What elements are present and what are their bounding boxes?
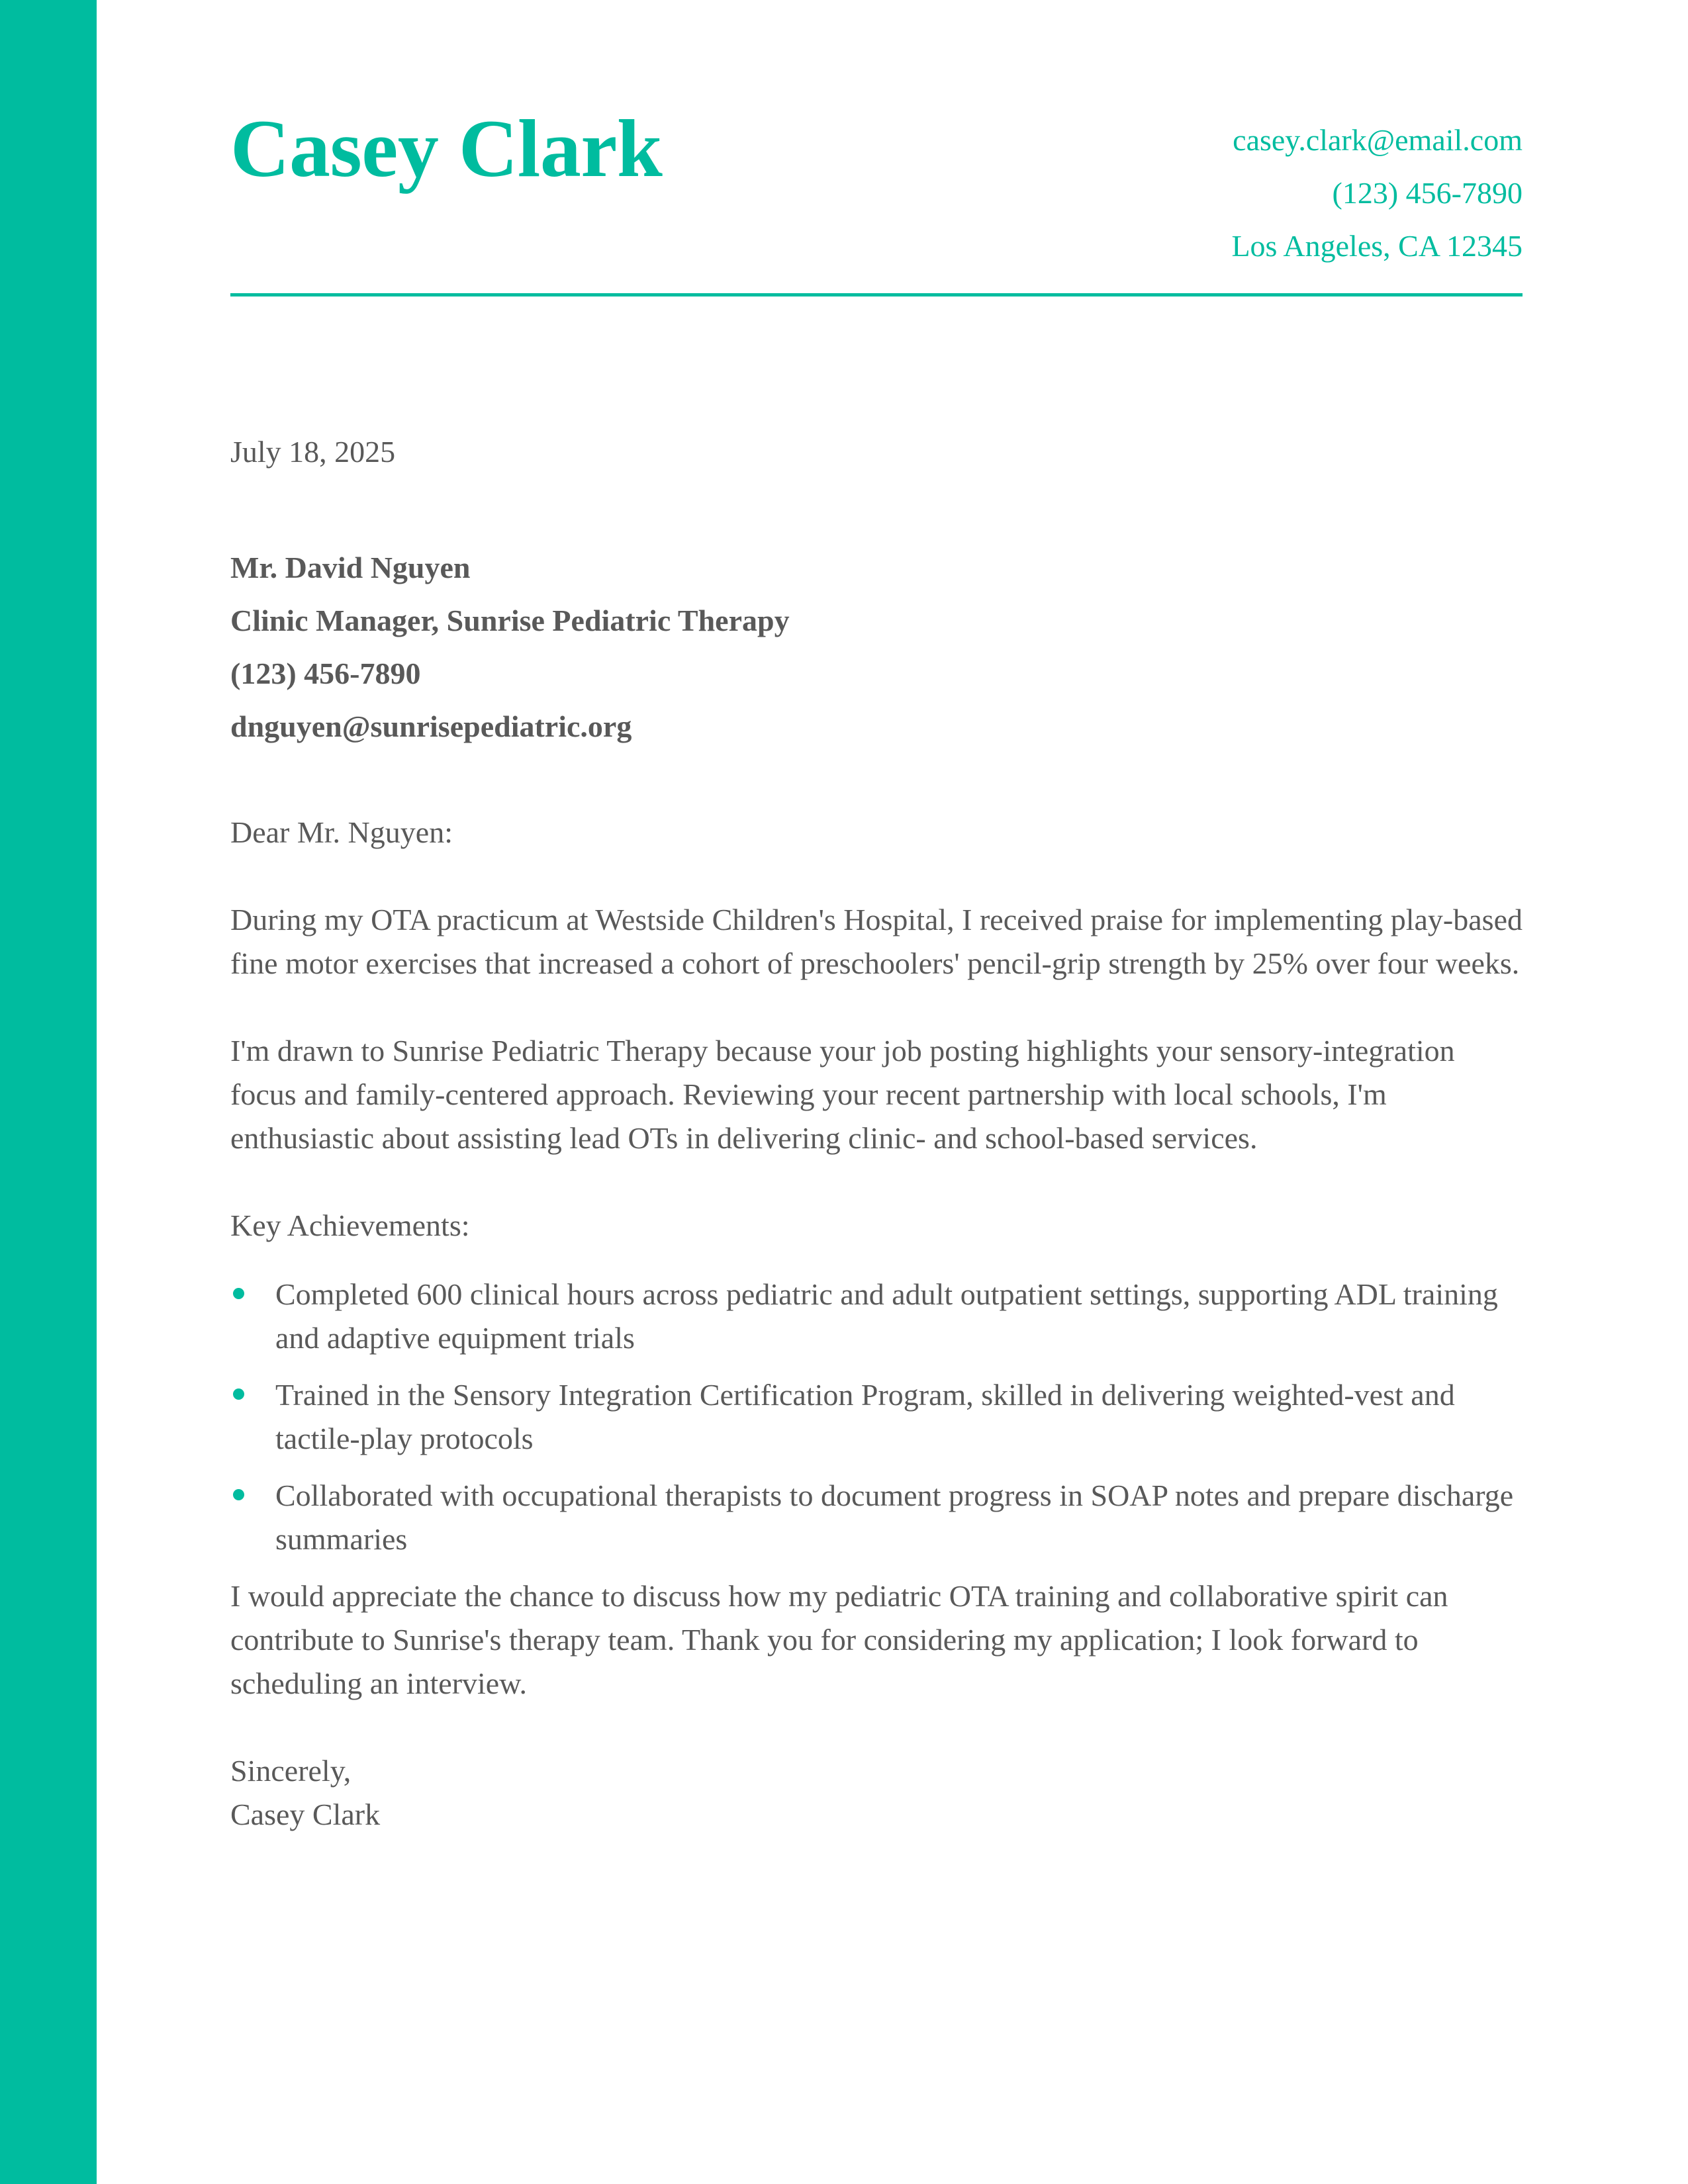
recipient-email: dnguyen@sunrisepediatric.org <box>230 709 632 743</box>
recipient-block <box>230 541 790 753</box>
achievement-text: Completed 600 clinical hours across pediatric and adult outpatient settings, supporting ADL training and adaptive equipment trials <box>275 1277 1498 1355</box>
sender-location: Los Angeles, CA 12345 <box>1231 229 1523 263</box>
achievement-item <box>230 1474 1523 1561</box>
recipient-title: Clinic Manager, Sunrise Pediatric Therapy <box>230 604 790 637</box>
achievements-list <box>230 1273 1523 1561</box>
achievements-heading: Key Achievements: <box>230 1208 470 1242</box>
signoff: Sincerely, <box>230 1754 352 1788</box>
bullet-dot-icon <box>233 1288 244 1299</box>
bullet-dot-icon <box>233 1489 244 1500</box>
accent-sidebar-bar <box>0 0 97 2184</box>
achievement-item <box>230 1273 1523 1360</box>
cover-letter-page <box>230 0 1523 1831</box>
letter-date: July 18, 2025 <box>230 435 396 469</box>
header-divider <box>230 293 1523 296</box>
bullet-dot-icon <box>233 1388 244 1400</box>
signature-name: Casey Clark <box>230 1797 381 1831</box>
sender-contact-block <box>1231 114 1523 273</box>
sender-phone: (123) 456-7890 <box>1332 176 1523 210</box>
body-paragraph: I'm drawn to Sunrise Pediatric Therapy because your job posting highlights your sensory-integration focus and family-centered approach. Reviewing your recent partnership with local schools, I'm enthusiastic about assisting lead OTs in delivering clinic- and school-based services. <box>230 1034 1455 1155</box>
salutation: Dear Mr. Nguyen: <box>230 815 453 849</box>
achievement-text: Collaborated with occupational therapists to document progress in SOAP notes and prepare discharge summaries <box>275 1479 1514 1556</box>
letter-body <box>230 811 1523 1837</box>
letter-header <box>230 0 1523 298</box>
sender-email: casey.clark@email.com <box>1233 123 1523 157</box>
body-paragraph: During my OTA practicum at Westside Children's Hospital, I received praise for implementing play-based fine motor exercises that increased a cohort of preschoolers' pencil-grip strength by 25% over four weeks. <box>230 903 1523 980</box>
achievement-item <box>230 1373 1523 1461</box>
recipient-phone: (123) 456-7890 <box>230 657 421 690</box>
sender-name: Casey Clark <box>230 103 663 194</box>
closing-paragraph: I would appreciate the chance to discuss how my pediatric OTA training and collaborative spirit can contribute to Sunrise's therapy team. Thank you for considering my application; I look forward to scheduling an interview. <box>230 1579 1448 1700</box>
recipient-name: Mr. David Nguyen <box>230 551 471 584</box>
achievement-text: Trained in the Sensory Integration Certification Program, skilled in delivering weighted-vest and tactile-play protocols <box>275 1378 1455 1455</box>
